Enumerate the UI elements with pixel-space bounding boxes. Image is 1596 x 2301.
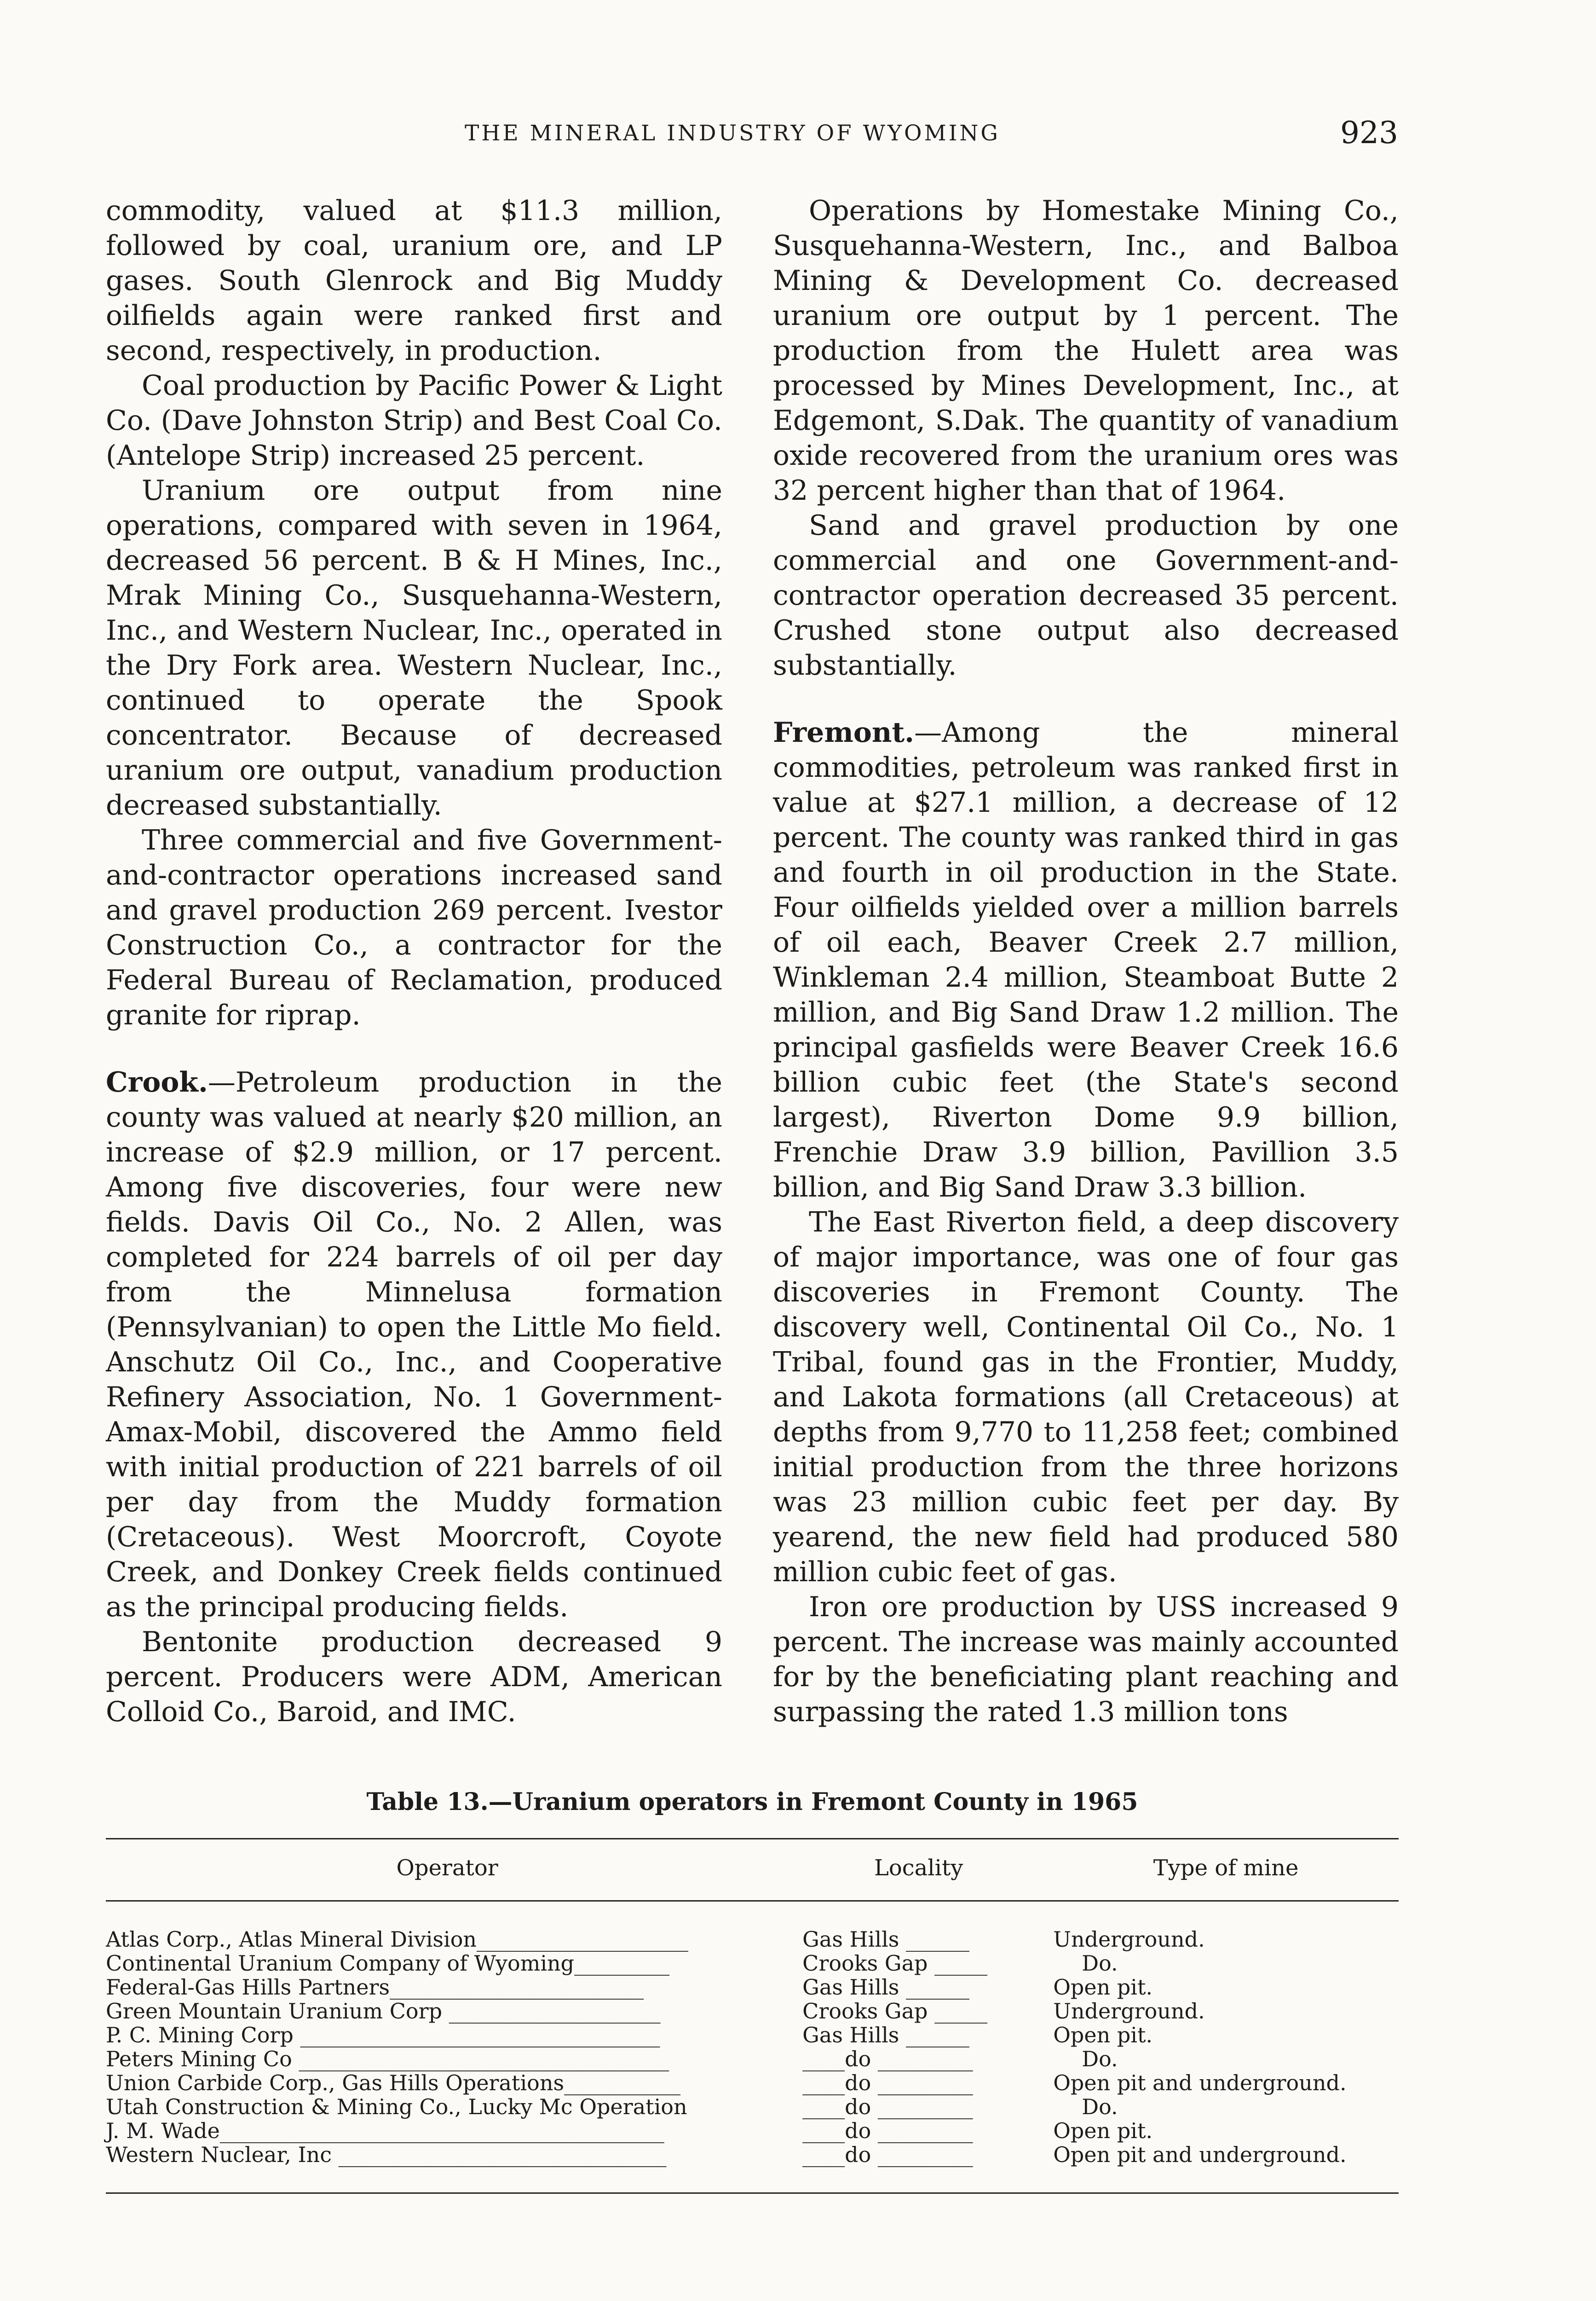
table-row bbox=[106, 1951, 1399, 1975]
type-cell: Open pit. bbox=[1053, 2023, 1153, 2047]
operator-cell: J. M. Wade__________________________________________ bbox=[106, 2118, 664, 2143]
column-header-type: Type of mine bbox=[1053, 1839, 1399, 1901]
table-row bbox=[106, 1999, 1399, 2023]
locality-cell: Gas Hills ______ bbox=[802, 1927, 970, 1952]
locality-cell: Gas Hills ______ bbox=[802, 2023, 970, 2047]
locality-cell: ____do _________ bbox=[802, 2118, 973, 2143]
page-header bbox=[106, 115, 1398, 153]
section-text: —Petroleum production in the county was valued at nearly $20 million, an increase of $2.9 million, or 17 percent. Among five discoveries, four were new fields. Davis Oil Co., No. 2 Allen, was completed for 224 barrels of oil per day from the Minnelusa formation (Pennsylvanian) to open the Little Mo field. Anschutz Oil Co., Inc., and Cooperative Refinery Association, No. 1 Government-Amax-Mobil, discovered the Ammo field with initial production of 221 barrels of oil per day from the Muddy formation (Cretaceous). West Moorcroft, Coyote Creek, and Donkey Creek fields continued as the principal producing fields. bbox=[106, 1066, 722, 1623]
type-cell: Do. bbox=[1082, 2094, 1118, 2119]
table-row bbox=[106, 2071, 1399, 2095]
operator-cell: Union Carbide Corp., Gas Hills Operations___________ bbox=[106, 2070, 681, 2095]
paragraph: Sand and gravel production by one commercial and one Government-and-contractor operation decreased 35 percent. Crushed stone output also decreased substantially. bbox=[773, 509, 1399, 682]
operator-cell: Continental Uranium Company of Wyoming_________ bbox=[106, 1951, 670, 1976]
section-lead: Crook. bbox=[106, 1066, 208, 1098]
locality-cell: Crooks Gap _____ bbox=[802, 1951, 988, 1976]
operator-cell: P. C. Mining Corp __________________________________ bbox=[106, 2023, 660, 2047]
locality-cell: ____do _________ bbox=[802, 2142, 973, 2167]
page-number: 923 bbox=[1340, 115, 1398, 150]
paragraph: Iron ore production by USS increased 9 percent. The increase was mainly accounted for by the beneficiating plant reaching and surpassing the rated 1.3 million tons bbox=[773, 1591, 1399, 1728]
left-column bbox=[106, 193, 722, 1729]
crook-section bbox=[106, 1065, 722, 1625]
locality-cell: Crooks Gap _____ bbox=[802, 1999, 988, 2023]
type-cell: Open pit and underground. bbox=[1053, 2070, 1347, 2095]
locality-cell: ____do _________ bbox=[802, 2047, 973, 2071]
uranium-operators-table bbox=[106, 1788, 1399, 2194]
type-cell: Open pit. bbox=[1053, 2118, 1153, 2143]
table-row bbox=[106, 1901, 1399, 1952]
paragraph: The East Riverton field, a deep discovery of major importance, was one of four gas discoveries in Fremont County. The discovery well, Continental Oil Co., No. 1 Tribal, found gas in the Frontier, Muddy, and Lakota formations (all Cretaceous) at depths from 9,770 to 11,258 feet; combined initial production from the three horizons was 23 million cubic feet per day. By yearend, the new field had produced 580 million cubic feet of gas. bbox=[773, 1206, 1399, 1588]
operator-cell: Federal-Gas Hills Partners________________________ bbox=[106, 1975, 644, 2000]
paragraph: Bentonite production decreased 9 percent. Producers were ADM, American Colloid Co., Baroid, and IMC. bbox=[106, 1626, 722, 1728]
section-text: —Among the mineral commodities, petroleum was ranked first in value at $27.1 million, a decrease of 12 percent. The county was ranked third in gas and fourth in oil production in the State. Four oilfields yielded over a million barrels of oil each, Beaver Creek 2.7 million, Winkleman 2.4 million, Steamboat Butte 2 million, and Big Sand Draw 1.2 million. The principal gasfields were Beaver Creek 16.6 billion cubic feet (the State's second largest), Riverton Dome 9.9 billion, Frenchie Draw 3.9 billion, Pavillion 3.5 billion, and Big Sand Draw 3.3 billion. bbox=[773, 717, 1399, 1203]
operator-cell: Western Nuclear, Inc _______________________________ bbox=[106, 2142, 667, 2167]
table-row bbox=[106, 1975, 1399, 1999]
paragraph: Coal production by Pacific Power & Light Co. (Dave Johnston Strip) and Best Coal Co. (Antelope Strip) increased 25 percent. bbox=[106, 370, 722, 472]
column-header-locality: Locality bbox=[802, 1839, 1053, 1901]
operator-cell: Atlas Corp., Atlas Mineral Division____________________ bbox=[106, 1927, 689, 1952]
column-header-operator: Operator bbox=[106, 1839, 802, 1901]
running-head: THE MINERAL INDUSTRY OF WYOMING bbox=[465, 121, 1000, 146]
locality-cell: ____do _________ bbox=[802, 2094, 973, 2119]
table-row bbox=[106, 2047, 1399, 2071]
type-cell: Underground. bbox=[1053, 1927, 1205, 1952]
type-cell: Do. bbox=[1082, 1951, 1118, 1976]
operator-cell: Peters Mining Co ___________________________________ bbox=[106, 2047, 669, 2071]
operator-cell: Green Mountain Uranium Corp ____________________ bbox=[106, 1999, 661, 2023]
fremont-section bbox=[773, 715, 1399, 1205]
table-row bbox=[106, 2119, 1399, 2143]
table-row bbox=[106, 2095, 1399, 2119]
right-column bbox=[773, 193, 1399, 1729]
locality-cell: ____do _________ bbox=[802, 2070, 973, 2095]
type-cell: Do. bbox=[1082, 2047, 1118, 2071]
table-header-row bbox=[106, 1839, 1399, 1901]
table-title: Table 13.—Uranium operators in Fremont County in 1965 bbox=[366, 1788, 1138, 1816]
operator-cell: Utah Construction & Mining Co., Lucky Mc Operation bbox=[106, 2094, 687, 2119]
locality-cell: Gas Hills ______ bbox=[802, 1975, 970, 2000]
paragraph: Uranium ore output from nine operations, compared with seven in 1964, decreased 56 percent. B & H Mines, Inc., Mrak Mining Co., Susquehanna-Western, Inc., and Western Nuclear, Inc., operated in the Dry Fork area. Western Nuclear, Inc., continued to operate the Spook concentrator. Because of decreased uranium ore output, vanadium production decreased substantially. bbox=[106, 474, 722, 821]
paragraph: commodity, valued at $11.3 million, followed by coal, uranium ore, and LP gases. South Glenrock and Big Muddy oilfields again were ranked first and second, respectively, in production. bbox=[106, 195, 722, 367]
type-cell: Open pit. bbox=[1053, 1975, 1153, 2000]
type-cell: Underground. bbox=[1053, 1999, 1205, 2023]
paragraph: Operations by Homestake Mining Co., Susquehanna-Western, Inc., and Balboa Mining & Development Co. decreased uranium ore output by 1 percent. The production from the Hulett area was processed by Mines Development, Inc., at Edgemont, S.Dak. The quantity of vanadium oxide recovered from the uranium ores was 32 percent higher than that of 1964. bbox=[773, 195, 1399, 507]
table bbox=[106, 1838, 1399, 2194]
section-lead: Fremont. bbox=[773, 717, 915, 749]
table-row bbox=[106, 2023, 1399, 2047]
type-cell: Open pit and underground. bbox=[1053, 2142, 1347, 2167]
table-row bbox=[106, 2143, 1399, 2193]
paragraph: Three commercial and five Government-and-contractor operations increased sand and gravel production 269 percent. Ivestor Construction Co., a contractor for the Federal Bureau of Reclamation, produced granite for riprap. bbox=[106, 824, 722, 1031]
